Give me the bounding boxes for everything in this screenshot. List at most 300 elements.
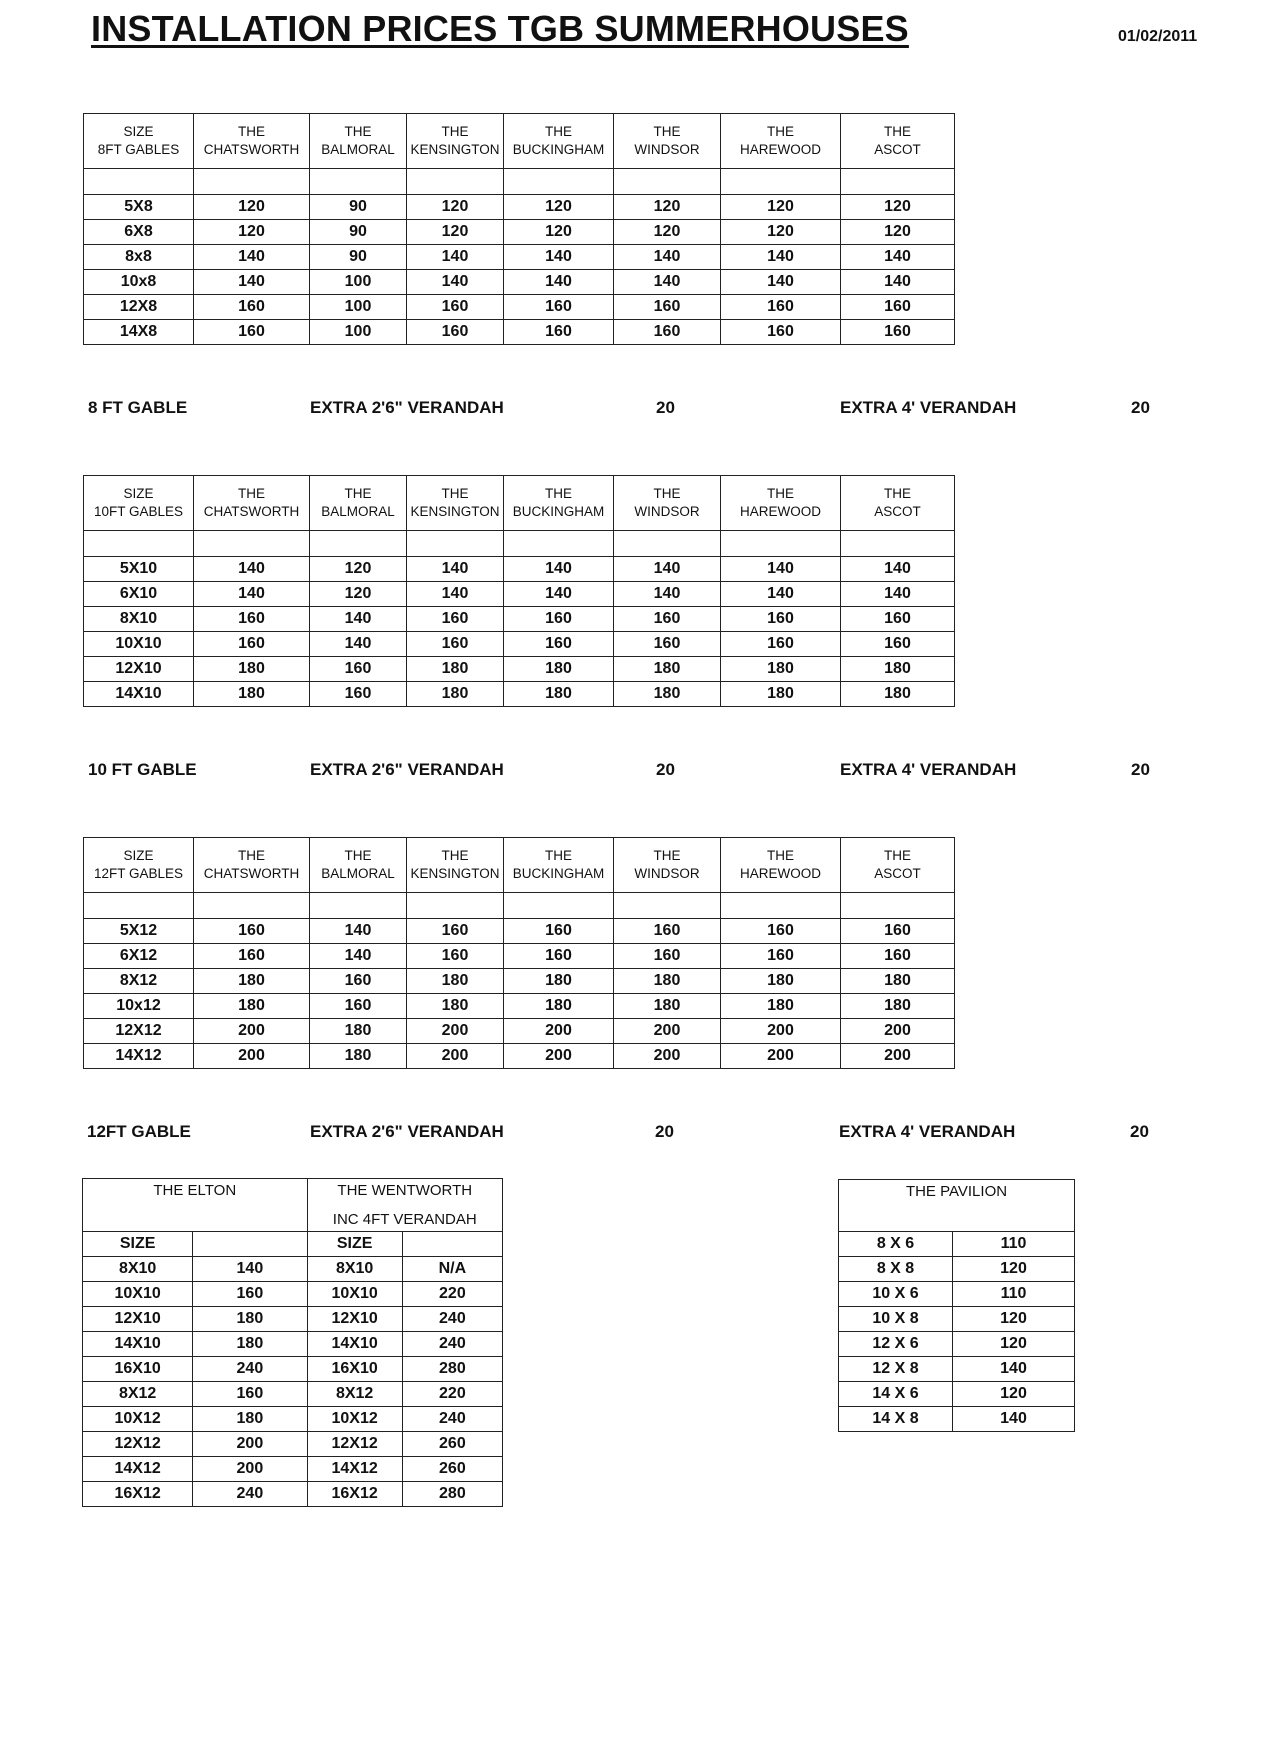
price-cell: 140 — [194, 270, 310, 295]
price-cell: 140 — [194, 582, 310, 607]
size-cell: 6X10 — [84, 582, 194, 607]
price-cell: 140 — [407, 582, 504, 607]
price-cell: 140 — [721, 270, 841, 295]
price-cell: 120 — [310, 557, 407, 582]
price-cell: 140 — [504, 582, 614, 607]
size-cell: 8X10 — [84, 607, 194, 632]
table-row — [84, 270, 955, 295]
elton-price-cell: 240 — [193, 1357, 307, 1382]
blank-cell — [614, 893, 721, 919]
price-cell: 180 — [504, 994, 614, 1019]
price-cell: 140 — [310, 944, 407, 969]
wentworth-size-cell: 16X12 — [307, 1482, 402, 1507]
price-cell: 160 — [841, 320, 955, 345]
price-cell: 180 — [614, 994, 721, 1019]
price-cell: 180 — [407, 969, 504, 994]
blank-cell — [504, 169, 614, 195]
column-header-top: THE — [504, 838, 614, 866]
table-row — [839, 1407, 1075, 1432]
price-cell: 160 — [614, 919, 721, 944]
price-cell: 140 — [721, 557, 841, 582]
table-row — [84, 919, 955, 944]
price-cell: 140 — [614, 582, 721, 607]
price-cell: 160 — [614, 320, 721, 345]
price-cell: 160 — [194, 607, 310, 632]
pavilion-size-cell: 12 X 6 — [839, 1332, 953, 1357]
size-cell: 14X12 — [84, 1044, 194, 1069]
column-header: CHATSWORTH — [194, 141, 310, 169]
column-header-top: THE — [721, 838, 841, 866]
blank-cell — [84, 531, 194, 557]
price-cell: 160 — [407, 944, 504, 969]
extra-4-verandah-price: 20 — [1131, 760, 1150, 779]
blank-cell — [841, 531, 955, 557]
column-header-top: THE — [310, 476, 407, 504]
elton-size-cell: 12X12 — [83, 1432, 193, 1457]
column-header-top: THE — [614, 838, 721, 866]
column-header: KENSINGTON — [407, 141, 504, 169]
price-cell: 140 — [504, 270, 614, 295]
price-cell: 180 — [310, 1019, 407, 1044]
extra-4-verandah-label: EXTRA 4' VERANDAH — [840, 398, 1017, 417]
elton-price-cell: 200 — [193, 1457, 307, 1482]
wentworth-size-header: SIZE — [307, 1232, 402, 1257]
table-row — [84, 582, 955, 607]
column-header-top: THE — [614, 114, 721, 142]
price-cell: 140 — [310, 607, 407, 632]
blank-cell — [614, 169, 721, 195]
price-cell: 160 — [194, 295, 310, 320]
blank-cell — [721, 531, 841, 557]
wentworth-title: THE WENTWORTH — [307, 1179, 502, 1208]
price-cell: 160 — [310, 682, 407, 707]
price-cell: 90 — [310, 195, 407, 220]
price-cell: 90 — [310, 220, 407, 245]
pavilion-price-cell: 120 — [953, 1332, 1075, 1357]
price-cell: 160 — [721, 632, 841, 657]
column-header-top: THE — [407, 838, 504, 866]
extra-4-verandah-label: EXTRA 4' VERANDAH — [840, 760, 1017, 779]
size-cell: 14X10 — [84, 682, 194, 707]
price-cell: 160 — [504, 944, 614, 969]
price-cell: 140 — [504, 245, 614, 270]
price-cell: 200 — [614, 1019, 721, 1044]
table-row — [84, 220, 955, 245]
wentworth-size-cell: 16X10 — [307, 1357, 402, 1382]
wentworth-size-cell: 12X12 — [307, 1432, 402, 1457]
gable-label: 12FT GABLE — [87, 1122, 191, 1141]
price-cell: 200 — [194, 1019, 310, 1044]
extra-2-6-verandah-price: 20 — [656, 398, 675, 417]
extra-2-6-verandah-price: 20 — [656, 760, 675, 779]
price-cell: 160 — [407, 919, 504, 944]
price-cell: 180 — [407, 994, 504, 1019]
blank-cell — [407, 531, 504, 557]
price-cell: 120 — [310, 582, 407, 607]
blank-cell — [310, 893, 407, 919]
price-cell: 200 — [504, 1019, 614, 1044]
price-table-12ft — [83, 837, 955, 1069]
price-cell: 140 — [841, 270, 955, 295]
price-cell: 180 — [310, 1044, 407, 1069]
price-cell: 160 — [504, 295, 614, 320]
elton-size-cell: 14X10 — [83, 1332, 193, 1357]
price-cell: 160 — [614, 295, 721, 320]
elton-size-cell: 8X10 — [83, 1257, 193, 1282]
blank-cell — [194, 893, 310, 919]
gable-label: 10 FT GABLE — [88, 760, 197, 779]
pavilion-price-cell: 120 — [953, 1307, 1075, 1332]
column-header-top: THE — [407, 476, 504, 504]
column-header-top: THE — [504, 476, 614, 504]
blank-cell — [310, 169, 407, 195]
price-cell: 180 — [841, 682, 955, 707]
column-header: WINDSOR — [614, 865, 721, 893]
column-header: BALMORAL — [310, 503, 407, 531]
pavilion-size-cell: 8 X 8 — [839, 1257, 953, 1282]
wentworth-size-cell: 10X10 — [307, 1282, 402, 1307]
price-cell: 160 — [614, 607, 721, 632]
column-header-top: THE — [407, 114, 504, 142]
column-header: BALMORAL — [310, 865, 407, 893]
blank-cell — [721, 169, 841, 195]
column-header: 12FT GABLES — [84, 865, 194, 893]
elton-price-cell: 180 — [193, 1307, 307, 1332]
column-header: BUCKINGHAM — [504, 503, 614, 531]
blank-cell — [84, 893, 194, 919]
wentworth-price-cell: 240 — [402, 1407, 502, 1432]
price-cell: 160 — [310, 969, 407, 994]
extra-4-verandah-price: 20 — [1130, 1122, 1149, 1141]
price-cell: 180 — [194, 682, 310, 707]
table-row — [83, 1332, 503, 1357]
price-cell: 140 — [721, 582, 841, 607]
table-row — [84, 994, 955, 1019]
price-cell: 180 — [721, 657, 841, 682]
blank-cell — [407, 169, 504, 195]
price-cell: 100 — [310, 320, 407, 345]
pavilion-price-cell: 110 — [953, 1232, 1075, 1257]
price-cell: 140 — [841, 582, 955, 607]
column-header-top: SIZE — [84, 476, 194, 504]
elton-size-cell: 14X12 — [83, 1457, 193, 1482]
table-row — [84, 245, 955, 270]
price-cell: 120 — [504, 195, 614, 220]
column-header-top: THE — [194, 114, 310, 142]
extra-2-6-verandah-label: EXTRA 2'6" VERANDAH — [310, 760, 504, 779]
table-row — [84, 195, 955, 220]
wentworth-price-cell: 260 — [402, 1432, 502, 1457]
price-cell: 160 — [721, 295, 841, 320]
size-cell: 12X8 — [84, 295, 194, 320]
elton-size-cell: 10X10 — [83, 1282, 193, 1307]
size-cell: 5X8 — [84, 195, 194, 220]
table-row — [839, 1382, 1075, 1407]
price-cell: 200 — [194, 1044, 310, 1069]
blank-cell — [614, 531, 721, 557]
price-cell: 140 — [310, 632, 407, 657]
table-row — [84, 607, 955, 632]
wentworth-price-cell: 240 — [402, 1307, 502, 1332]
price-cell: 140 — [614, 270, 721, 295]
price-cell: 180 — [614, 969, 721, 994]
page-title: INSTALLATION PRICES TGB SUMMERHOUSES — [91, 8, 909, 49]
pavilion-price-cell: 140 — [953, 1357, 1075, 1382]
price-cell: 160 — [841, 919, 955, 944]
column-header: ASCOT — [841, 141, 955, 169]
price-cell: 180 — [504, 969, 614, 994]
size-cell: 14X8 — [84, 320, 194, 345]
elton-price-cell: 160 — [193, 1382, 307, 1407]
wentworth-price-header — [402, 1232, 502, 1257]
table-row — [839, 1332, 1075, 1357]
price-cell: 160 — [194, 632, 310, 657]
column-header-top: SIZE — [84, 114, 194, 142]
extras-row-12ft — [0, 1122, 1275, 1146]
table-row — [84, 657, 955, 682]
column-header: ASCOT — [841, 503, 955, 531]
column-header: KENSINGTON — [407, 503, 504, 531]
elton-size-cell: 12X10 — [83, 1307, 193, 1332]
price-cell: 160 — [614, 944, 721, 969]
table-row — [83, 1357, 503, 1382]
price-cell: 160 — [407, 320, 504, 345]
table-row — [84, 1019, 955, 1044]
wentworth-price-cell: 280 — [402, 1357, 502, 1382]
price-cell: 160 — [504, 919, 614, 944]
column-header-top: THE — [310, 114, 407, 142]
price-cell: 180 — [407, 682, 504, 707]
wentworth-size-cell: 14X10 — [307, 1332, 402, 1357]
price-table-8ft — [83, 113, 955, 345]
price-cell: 140 — [194, 245, 310, 270]
price-cell: 160 — [504, 607, 614, 632]
price-cell: 180 — [614, 657, 721, 682]
size-cell: 10x8 — [84, 270, 194, 295]
price-cell: 160 — [407, 632, 504, 657]
gable-label: 8 FT GABLE — [88, 398, 188, 417]
size-cell: 8X12 — [84, 969, 194, 994]
elton-size-header: SIZE — [83, 1232, 193, 1257]
price-cell: 140 — [614, 245, 721, 270]
price-cell: 120 — [194, 220, 310, 245]
column-header-top: THE — [721, 114, 841, 142]
elton-size-cell: 16X10 — [83, 1357, 193, 1382]
size-cell: 6X12 — [84, 944, 194, 969]
pavilion-price-cell: 120 — [953, 1382, 1075, 1407]
price-cell: 140 — [841, 245, 955, 270]
price-cell: 160 — [194, 320, 310, 345]
elton-price-header — [193, 1232, 307, 1257]
pavilion-size-cell: 10 X 6 — [839, 1282, 953, 1307]
column-header: KENSINGTON — [407, 865, 504, 893]
size-cell: 10x12 — [84, 994, 194, 1019]
column-header: WINDSOR — [614, 141, 721, 169]
elton-wentworth-table — [82, 1178, 503, 1507]
elton-price-cell: 140 — [193, 1257, 307, 1282]
blank-cell — [721, 893, 841, 919]
table-row — [83, 1482, 503, 1507]
price-cell: 140 — [721, 245, 841, 270]
column-header: 8FT GABLES — [84, 141, 194, 169]
elton-size-cell: 8X12 — [83, 1382, 193, 1407]
price-cell: 120 — [614, 195, 721, 220]
table-row — [84, 632, 955, 657]
price-cell: 200 — [614, 1044, 721, 1069]
price-cell: 140 — [614, 557, 721, 582]
blank-cell — [841, 893, 955, 919]
price-cell: 120 — [614, 220, 721, 245]
wentworth-size-cell: 14X12 — [307, 1457, 402, 1482]
price-cell: 160 — [194, 944, 310, 969]
elton-size-cell: 16X12 — [83, 1482, 193, 1507]
price-cell: 180 — [504, 657, 614, 682]
elton-title: THE ELTON — [83, 1179, 308, 1232]
price-cell: 140 — [194, 557, 310, 582]
price-cell: 200 — [721, 1019, 841, 1044]
column-header: HAREWOOD — [721, 503, 841, 531]
pavilion-title: THE PAVILION — [839, 1180, 1075, 1232]
size-cell: 12X12 — [84, 1019, 194, 1044]
price-cell: 180 — [194, 969, 310, 994]
column-header: BUCKINGHAM — [504, 141, 614, 169]
wentworth-price-cell: 220 — [402, 1382, 502, 1407]
column-header: BALMORAL — [310, 141, 407, 169]
column-header-top: THE — [841, 476, 955, 504]
price-cell: 160 — [721, 919, 841, 944]
pavilion-size-cell: 14 X 8 — [839, 1407, 953, 1432]
price-cell: 140 — [407, 245, 504, 270]
table-row — [84, 320, 955, 345]
size-cell: 5X12 — [84, 919, 194, 944]
column-header-top: SIZE — [84, 838, 194, 866]
price-cell: 180 — [614, 682, 721, 707]
price-cell: 140 — [310, 919, 407, 944]
blank-cell — [310, 531, 407, 557]
blank-cell — [841, 169, 955, 195]
extras-row-8ft — [0, 398, 1275, 422]
extra-4-verandah-label: EXTRA 4' VERANDAH — [839, 1122, 1016, 1141]
column-header-top: THE — [504, 114, 614, 142]
price-cell: 160 — [721, 607, 841, 632]
table-row — [83, 1257, 503, 1282]
column-header: ASCOT — [841, 865, 955, 893]
column-header-top: THE — [194, 838, 310, 866]
blank-cell — [194, 169, 310, 195]
blank-cell — [504, 531, 614, 557]
price-cell: 120 — [407, 220, 504, 245]
extra-2-6-verandah-label: EXTRA 2'6" VERANDAH — [310, 1122, 504, 1141]
price-cell: 140 — [407, 270, 504, 295]
elton-price-cell: 180 — [193, 1332, 307, 1357]
column-header-top: THE — [841, 114, 955, 142]
pavilion-size-cell: 12 X 8 — [839, 1357, 953, 1382]
table-row — [84, 1044, 955, 1069]
document-date: 01/02/2011 — [1118, 28, 1198, 45]
price-cell: 160 — [841, 944, 955, 969]
pavilion-size-cell: 14 X 6 — [839, 1382, 953, 1407]
price-cell: 160 — [504, 632, 614, 657]
price-cell: 160 — [407, 295, 504, 320]
blank-cell — [84, 169, 194, 195]
table-row — [839, 1257, 1075, 1282]
price-cell: 140 — [504, 557, 614, 582]
price-cell: 180 — [721, 969, 841, 994]
wentworth-price-cell: 240 — [402, 1332, 502, 1357]
pavilion-price-cell: 120 — [953, 1257, 1075, 1282]
blank-cell — [504, 893, 614, 919]
column-header: BUCKINGHAM — [504, 865, 614, 893]
price-cell: 180 — [194, 657, 310, 682]
column-header-top: THE — [721, 476, 841, 504]
column-header: HAREWOOD — [721, 865, 841, 893]
price-cell: 90 — [310, 245, 407, 270]
size-cell: 10X10 — [84, 632, 194, 657]
size-cell: 6X8 — [84, 220, 194, 245]
price-cell: 160 — [721, 944, 841, 969]
price-cell: 180 — [407, 657, 504, 682]
column-header-top: THE — [841, 838, 955, 866]
price-cell: 100 — [310, 295, 407, 320]
price-cell: 200 — [841, 1044, 955, 1069]
table-row — [839, 1307, 1075, 1332]
table-row — [83, 1432, 503, 1457]
elton-price-cell: 160 — [193, 1282, 307, 1307]
wentworth-size-cell: 10X12 — [307, 1407, 402, 1432]
blank-cell — [407, 893, 504, 919]
elton-size-cell: 10X12 — [83, 1407, 193, 1432]
price-cell: 180 — [841, 969, 955, 994]
price-cell: 120 — [407, 195, 504, 220]
pavilion-price-cell: 110 — [953, 1282, 1075, 1307]
table-row — [83, 1457, 503, 1482]
price-cell: 120 — [721, 195, 841, 220]
size-cell: 8x8 — [84, 245, 194, 270]
blank-cell — [194, 531, 310, 557]
extras-row-10ft — [0, 760, 1275, 784]
price-table-10ft — [83, 475, 955, 707]
pavilion-table — [838, 1179, 1075, 1432]
table-row — [83, 1382, 503, 1407]
table-row — [84, 682, 955, 707]
price-cell: 160 — [310, 994, 407, 1019]
price-cell: 120 — [504, 220, 614, 245]
price-cell: 160 — [614, 632, 721, 657]
elton-price-cell: 240 — [193, 1482, 307, 1507]
wentworth-size-cell: 8X10 — [307, 1257, 402, 1282]
table-row — [839, 1282, 1075, 1307]
wentworth-size-cell: 8X12 — [307, 1382, 402, 1407]
price-cell: 200 — [504, 1044, 614, 1069]
price-cell: 120 — [194, 195, 310, 220]
table-row — [84, 295, 955, 320]
price-cell: 160 — [407, 607, 504, 632]
extra-4-verandah-price: 20 — [1131, 398, 1150, 417]
price-cell: 200 — [407, 1044, 504, 1069]
pavilion-size-cell: 10 X 8 — [839, 1307, 953, 1332]
price-cell: 200 — [407, 1019, 504, 1044]
price-cell: 100 — [310, 270, 407, 295]
price-cell: 180 — [841, 994, 955, 1019]
price-cell: 180 — [721, 994, 841, 1019]
table-row — [84, 944, 955, 969]
price-cell: 180 — [841, 657, 955, 682]
wentworth-price-cell: 220 — [402, 1282, 502, 1307]
wentworth-subtitle: INC 4FT VERANDAH — [307, 1207, 502, 1232]
table-row — [839, 1357, 1075, 1382]
price-cell: 200 — [841, 1019, 955, 1044]
size-cell: 12X10 — [84, 657, 194, 682]
